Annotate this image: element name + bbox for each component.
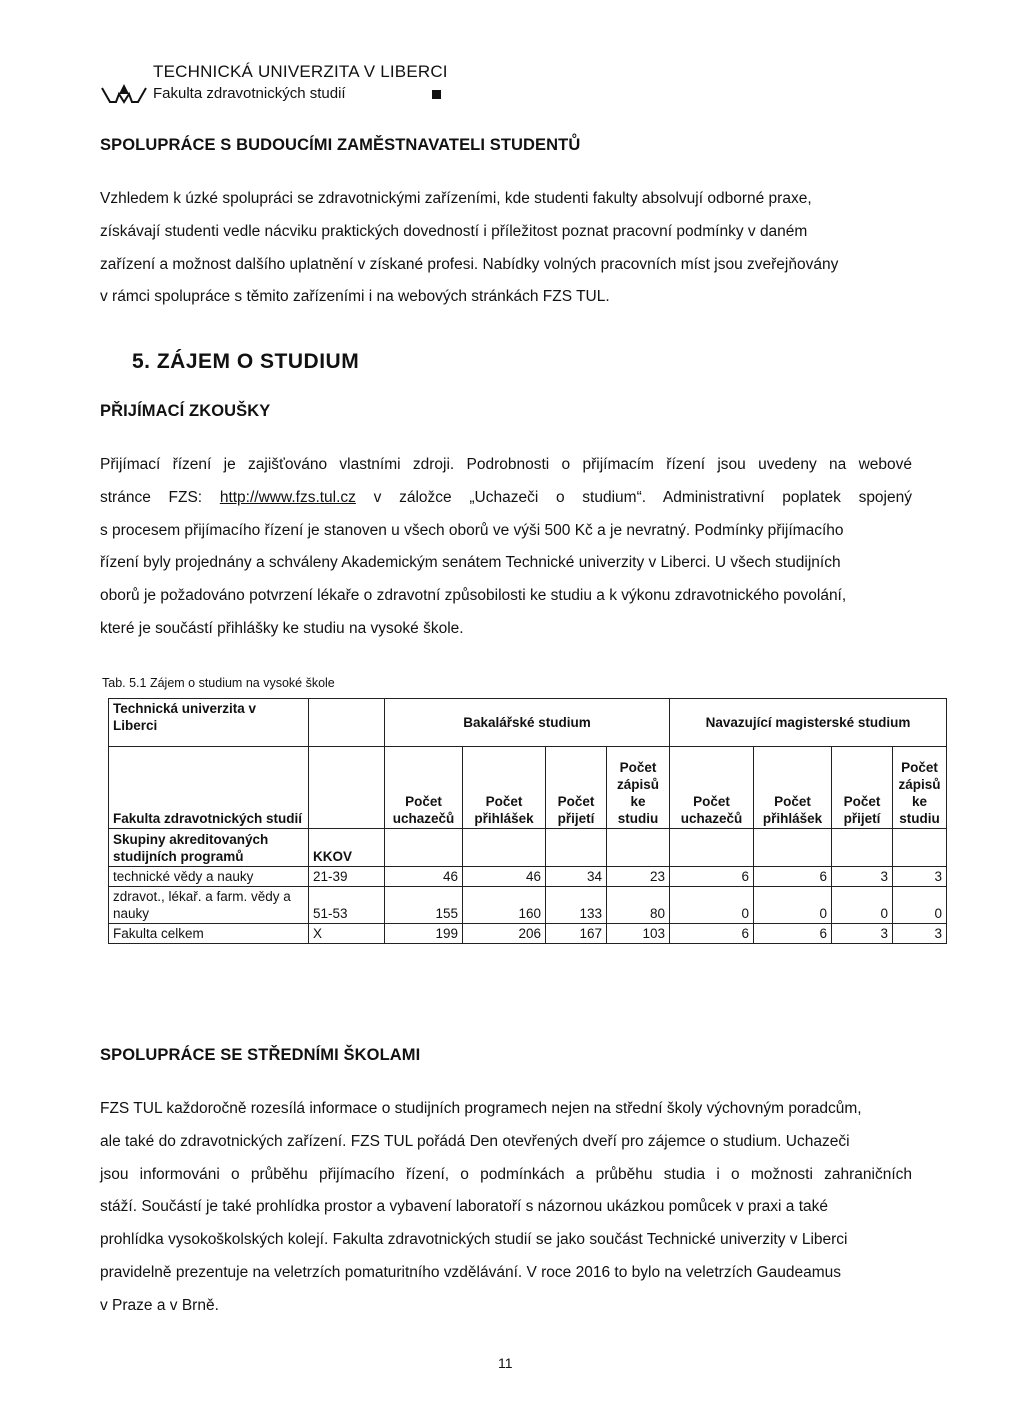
table-cell [832,829,893,867]
col-header-enrolled: Počet zápisů ke studiu [893,747,947,829]
paragraph-line: stáží. Součástí je také prohlídka prostor a vybavení laboratoří s názornou ukázkou pomůcek v praxi a také [100,1198,829,1216]
col-header-enrolled: Počet zápisů ke studiu [607,747,670,829]
value-cell: 6 [670,924,754,944]
col-header-applicants: Počet uchazečů [670,747,754,829]
value-cell: 0 [754,887,832,924]
paragraph-line: řízení byly projednány a schváleny Akademickým senátem Technické univerzity v Liberci. U všech studijních [100,554,841,572]
paragraph-line: Přijímací řízení je zajišťováno vlastními zdroji. Podrobnosti o přijímacím řízení jsou uvedeny na webové [100,456,912,473]
line-text: stránce FZS: [100,488,220,506]
value-cell: 3 [893,867,947,887]
table-cell [754,829,832,867]
faculty-name: Fakulta zdravotnických studií [153,85,346,102]
value-cell: 206 [463,924,546,944]
paragraph-line: s procesem přijímacího řízení je stanoven u všech oborů ve výši 500 Kč a je nevratný. Podmínky přijímacího [100,521,844,539]
table-row [109,887,947,924]
value-cell: 199 [385,924,463,944]
university-name: TECHNICKÁ UNIVERZITA V LIBERCI [153,62,448,81]
table-row [109,867,947,887]
table-header-row [109,747,947,829]
study-interest-table [108,698,947,944]
kkov-label-cell: KKOV [309,829,385,867]
col-header-applications: Počet přihlášek [754,747,832,829]
faculty-cell: Fakulta zdravotnických studií [109,747,309,829]
table-cell [463,829,546,867]
table-cell [893,829,947,867]
paragraph-line: pravidelně prezentuje na veletrzích pomaturitního vzdělávání. V roce 2016 to bylo na veletrzích Gaudeamus [100,1263,841,1281]
value-cell: 0 [893,887,947,924]
col-header-applicants: Počet uchazečů [385,747,463,829]
value-cell: 46 [385,867,463,887]
value-cell: 0 [670,887,754,924]
page-number: 11 [498,1355,513,1371]
value-cell: 34 [546,867,607,887]
kkov-cell: 51-53 [309,887,385,924]
chapter-title: 5. ZÁJEM O STUDIUM [132,350,360,373]
value-cell: 133 [546,887,607,924]
bachelor-group-header: Bakalářské studium [385,699,670,747]
value-cell: 3 [832,867,893,887]
faculty-website-link[interactable]: http://www.fzs.tul.cz [219,488,356,506]
col-header-admitted: Počet přijetí [546,747,607,829]
table-header-row [109,699,947,747]
value-cell: 80 [607,887,670,924]
table-caption: Tab. 5.1 Zájem o studium na vysoké škole [102,676,335,690]
page-header [100,62,500,102]
value-cell: 3 [832,924,893,944]
value-cell: 160 [463,887,546,924]
paragraph-line-with-link [100,482,912,515]
paragraph-line: ale také do zdravotnických zařízení. FZS TUL pořádá Den otevřených dveří pro zájemce o studium. Uchazeči [100,1132,850,1150]
table-corner-cell: Technická univerzita v Liberci [109,699,309,747]
line-text: v záložce „Uchazeči o studium“. Administrativní poplatek spojený [355,488,912,506]
row-label-cell: technické vědy a nauky [109,867,309,887]
table-cell [546,829,607,867]
paragraph-line: získávají studenti vedle nácviku praktických dovedností i příležitost poznat pracovní podmínky v daném [100,222,808,240]
university-logo-icon [100,82,148,104]
paragraph-schools [100,1093,912,1323]
table-cell [385,829,463,867]
value-cell: 0 [832,887,893,924]
paragraph-line: jsou informováni o průběhu přijímacího řízení, o podmínkách a průběhu studia i o možnosti zahraničních [100,1165,912,1183]
table-cell [607,829,670,867]
table-row [109,924,947,944]
value-cell: 46 [463,867,546,887]
row-label-cell: zdravot., lékař. a farm. vědy a nauky [109,887,309,924]
row-label-cell: Fakulta celkem [109,924,309,944]
value-cell: 103 [607,924,670,944]
paragraph-line: zařízení a možnost dalšího uplatnění v získané profesi. Nabídky volných pracovních míst jsou zveřejňovány [100,255,839,273]
col-header-applications: Počet přihlášek [463,747,546,829]
col-header-admitted: Počet přijetí [832,747,893,829]
paragraph-line: FZS TUL každoročně rozesílá informace o studijních programech nejen na střední školy výchovným poradcům, [100,1100,862,1117]
paragraph-line: prohlídka vysokoškolských kolejí. Fakulta zdravotnických studií se jako součást Technické univerzity v Liberci [100,1231,848,1249]
kkov-cell: X [309,924,385,944]
value-cell: 6 [670,867,754,887]
header-square-icon [432,90,441,99]
paragraph-line: v Praze a v Brně. [100,1296,219,1314]
paragraph-line: které je součástí přihlášky ke studiu na vysoké škole. [100,619,464,637]
paragraph-employers [100,183,912,314]
section-heading-schools: SPOLUPRÁCE SE STŘEDNÍMI ŠKOLAMI [100,1046,421,1064]
paragraph-entrance [100,449,912,646]
kkov-cell: 21-39 [309,867,385,887]
value-cell: 23 [607,867,670,887]
value-cell: 167 [546,924,607,944]
value-cell: 6 [754,867,832,887]
paragraph-line: v rámci spolupráce s těmito zařízeními i na webových stránkách FZS TUL. [100,288,610,306]
value-cell: 6 [754,924,832,944]
master-group-header: Navazující magisterské studium [670,699,947,747]
value-cell: 155 [385,887,463,924]
groups-label-cell: Skupiny akreditovaných studijních programů [109,829,309,867]
table-cell [309,747,385,829]
table-cell [309,699,385,747]
section-heading-entrance: PŘIJÍMACÍ ZKOUŠKY [100,402,271,420]
table-body [109,867,947,944]
table-subheader-row [109,829,947,867]
section-heading-employers: SPOLUPRÁCE S BUDOUCÍMI ZAMĚSTNAVATELI STUDENTŮ [100,136,581,154]
paragraph-line: Vzhledem k úzké spolupráci se zdravotnickými zařízeními, kde studenti fakulty absolvují odborné praxe, [100,190,812,207]
table-cell [670,829,754,867]
value-cell: 3 [893,924,947,944]
paragraph-line: oborů je požadováno potvrzení lékaře o zdravotní způsobilosti ke studiu a k výkonu zdravotnického povolání, [100,587,847,605]
